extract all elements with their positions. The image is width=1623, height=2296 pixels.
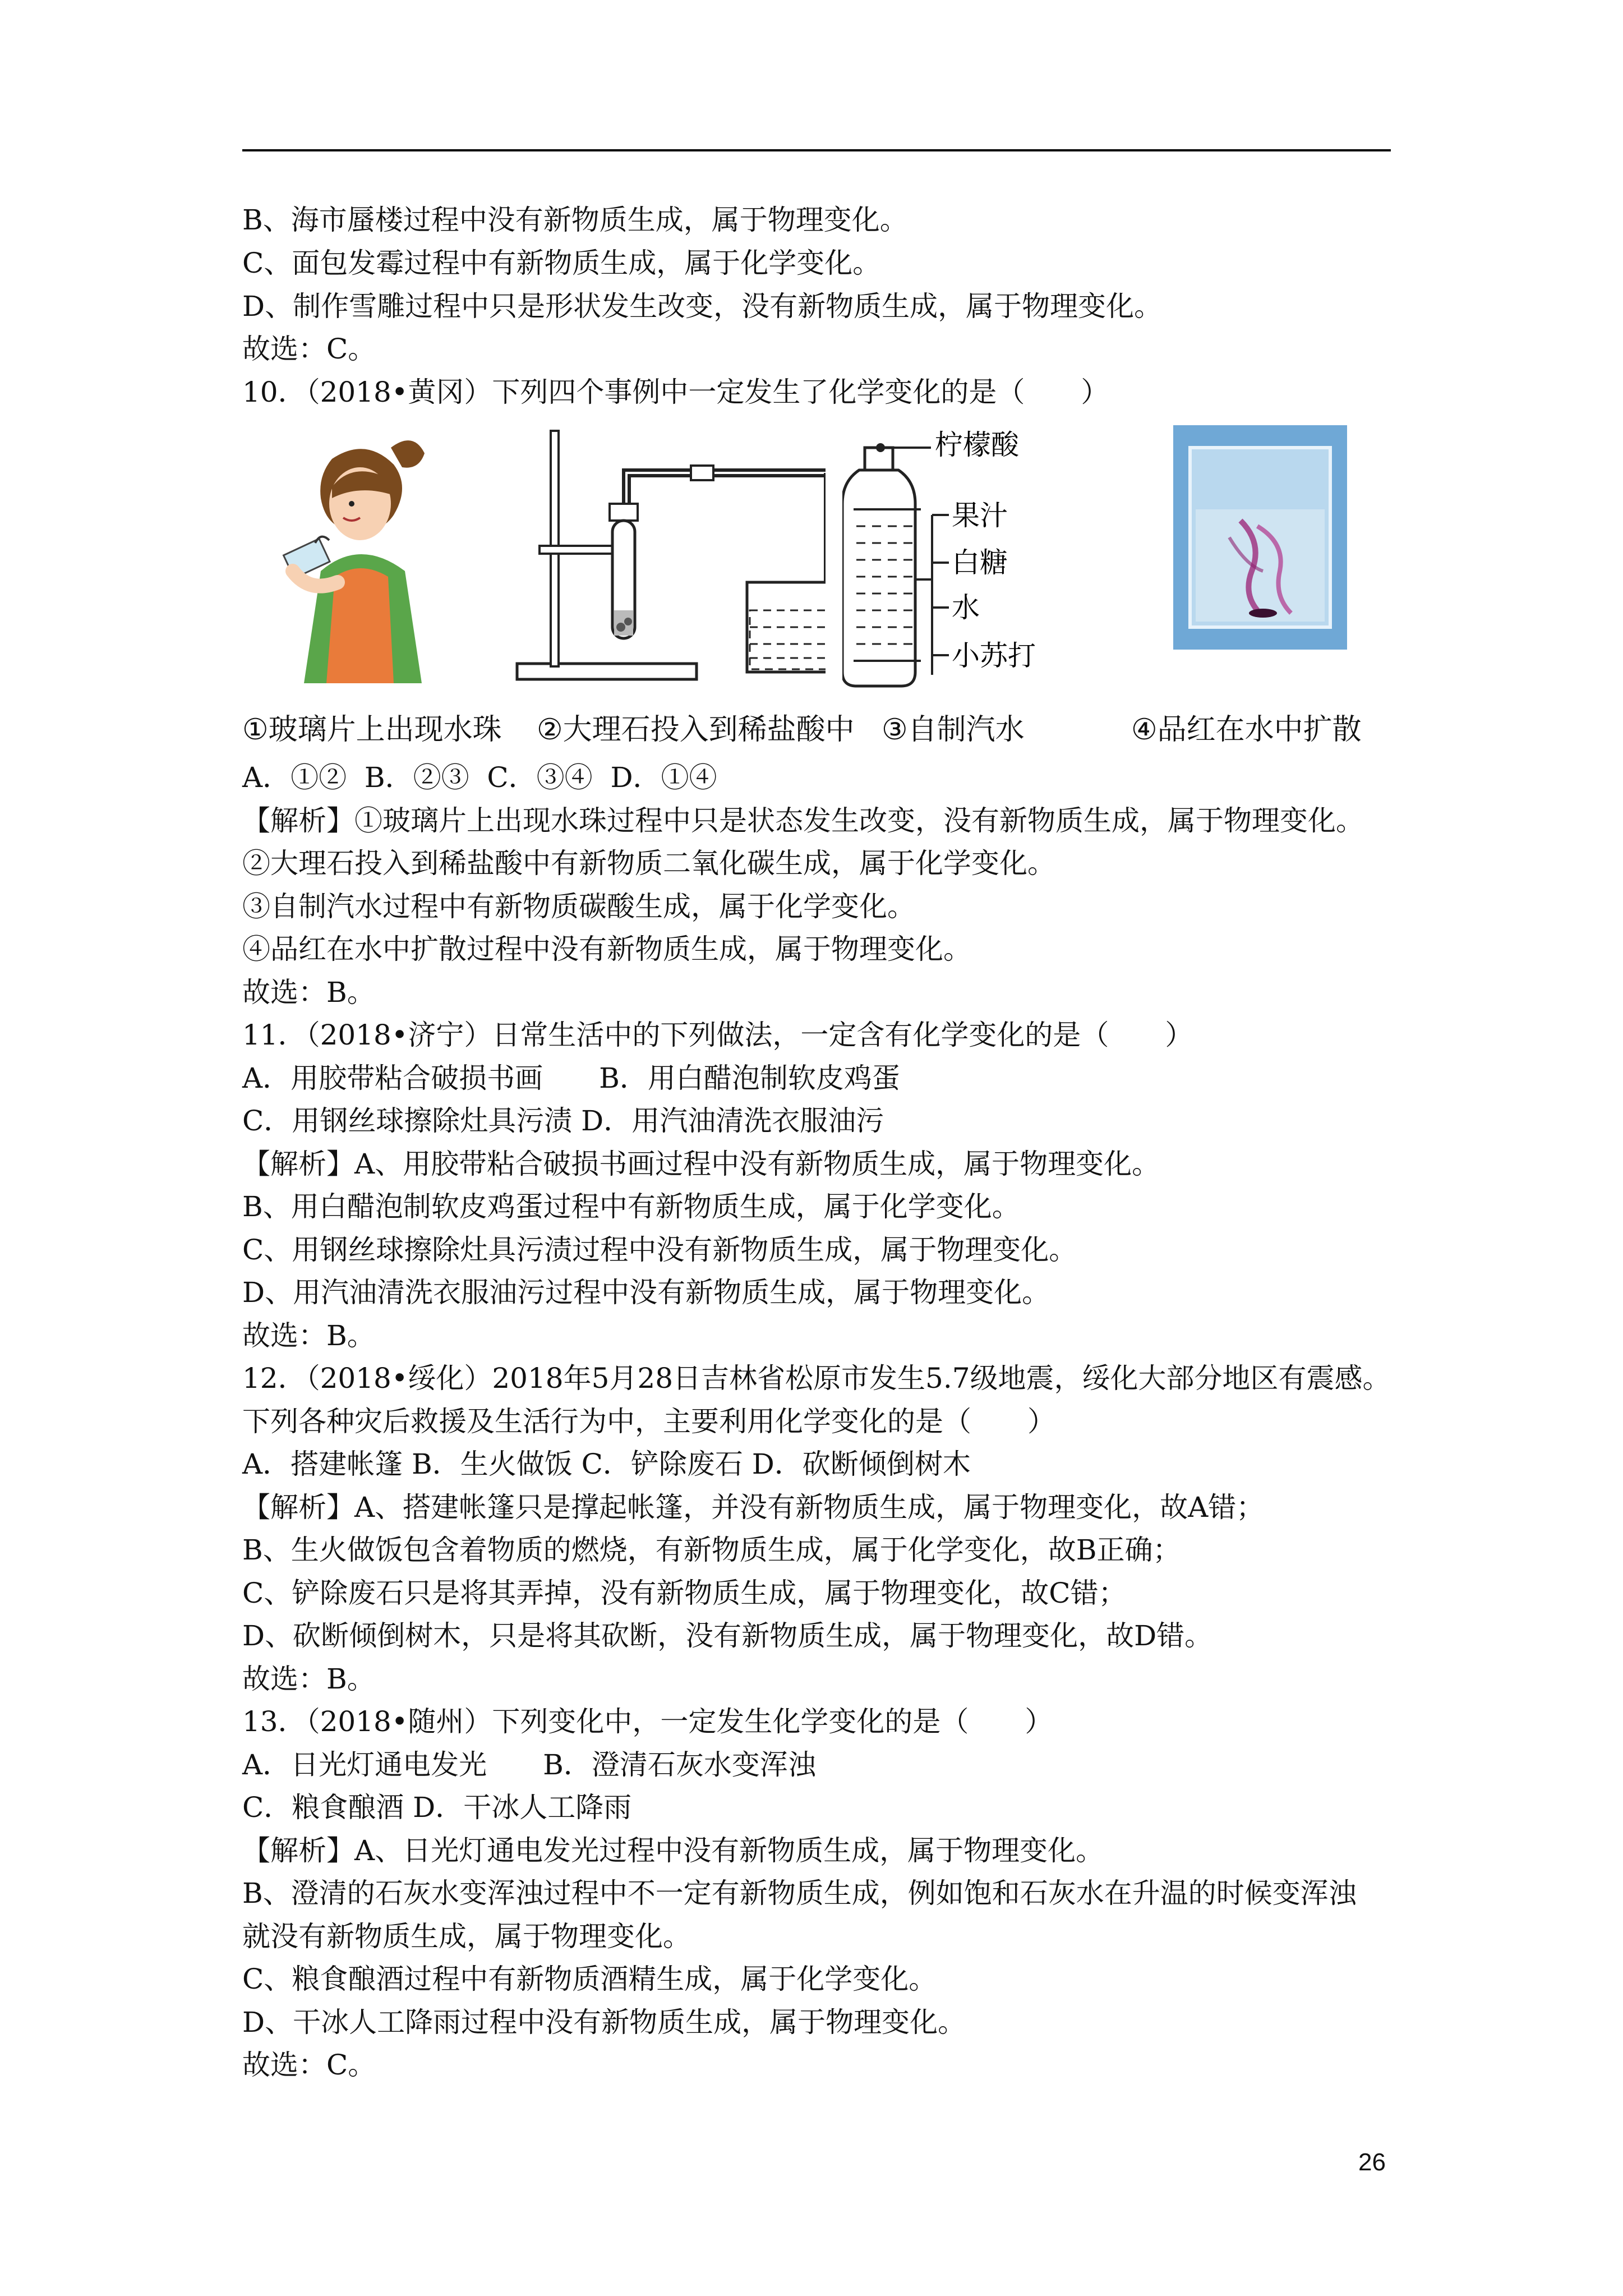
text-line: 故选：C。 [242, 2049, 376, 2081]
text-line: ④品红在水中扩散过程中没有新物质生成，属于物理变化。 [242, 933, 971, 965]
dye-diffusion-figure [1173, 425, 1347, 650]
label-citric-acid: 柠檬酸 [935, 429, 1019, 461]
question-11: 11．（2018•济宁）日常生活中的下列做法，一定含有化学变化的是（ ） [242, 1019, 1193, 1051]
text-line: 故选：B。 [242, 1319, 375, 1352]
text-line: 故选：B。 [242, 1663, 375, 1695]
text-line: B、澄清的石灰水变浑浊过程中不一定有新物质生成，例如饱和石灰水在升温的时候变浑浊 [242, 1877, 1357, 1910]
homemade-soda-figure [842, 425, 1112, 694]
text-line: D、制作雪雕过程中只是形状发生改变，没有新物质生成，属于物理变化。 [242, 290, 1163, 323]
question-12: 12．（2018•绥化）2018年5月28日吉林省松原市发生5.7级地震，绥化大部分地区有震感。 [242, 1362, 1391, 1395]
label-baking-soda: 小苏打 [952, 639, 1036, 672]
text-line: B、生火做饭包含着物质的燃烧，有新物质生成，属于化学变化，故B正确； [242, 1534, 1181, 1566]
text-line: ②大理石投入到稀盐酸中有新物质二氧化碳生成，属于化学变化。 [242, 847, 1055, 880]
text-line: C、粮食酿酒过程中有新物质酒精生成，属于化学变化。 [242, 1963, 937, 1995]
text-line: C、铲除废石只是将其弄掉，没有新物质生成，属于物理变化，故C错； [242, 1577, 1127, 1609]
text-line: A．①② B．②③ C．③④ D．①④ [242, 761, 717, 794]
text-line: 【解析】A、搭建帐篷只是撑起帐篷，并没有新物质生成，属于物理变化，故A错； [242, 1491, 1265, 1524]
text-line: 【解析】A、日光灯通电发光过程中没有新物质生成，属于物理变化。 [242, 1834, 1104, 1867]
text-line: 故选：C。 [242, 333, 376, 365]
text-line: D、干冰人工降雨过程中没有新物质生成，属于物理变化。 [242, 2006, 966, 2039]
girl-glass-figure [253, 425, 439, 694]
text-line: 就没有新物质生成，属于物理变化。 [242, 1920, 691, 1953]
text-line: D、砍断倾倒树木，只是将其砍断，没有新物质生成，属于物理变化，故D错。 [242, 1619, 1213, 1652]
text-line: C．用钢丝球擦除灶具污渍 D．用汽油清洗衣服油污 [242, 1105, 884, 1137]
text-line: 下列各种灾后救援及生活行为中，主要利用化学变化的是（ ） [242, 1405, 1055, 1438]
question-13: 13．（2018•随州）下列变化中，一定发生化学变化的是（ ） [242, 1705, 1053, 1738]
text-line: D、用汽油清洗衣服油污过程中没有新物质生成，属于物理变化。 [242, 1276, 1050, 1309]
text-line: 故选：B。 [242, 976, 375, 1009]
header-rule [242, 149, 1391, 151]
caption-2: ②大理石投入到稀盐酸中 [537, 713, 855, 747]
page-number: 26 [1358, 2148, 1386, 2176]
label-sugar: 白糖 [952, 546, 1008, 579]
figure-row [242, 425, 1454, 745]
text-line: ③自制汽水过程中有新物质碳酸生成，属于化学变化。 [242, 890, 915, 923]
text-line: 【解析】①玻璃片上出现水珠过程中只是状态发生改变，没有新物质生成，属于物理变化。 [242, 804, 1364, 837]
text-line: C、用钢丝球擦除灶具污渍过程中没有新物质生成，属于物理变化。 [242, 1234, 1077, 1266]
text-line: 【解析】A、用胶带粘合破损书画过程中没有新物质生成，属于物理变化。 [242, 1148, 1160, 1180]
text-line: C、面包发霉过程中有新物质生成，属于化学变化。 [242, 247, 881, 279]
label-juice: 果汁 [952, 499, 1008, 532]
text-line: A．搭建帐篷 B．生火做饭 C．铲除废石 D．砍断倾倒树木 [242, 1448, 971, 1480]
text-line: C．粮食酿酒 D．干冰人工降雨 [242, 1791, 632, 1824]
question-10: 10．（2018•黄冈）下列四个事例中一定发生了化学变化的是（ ） [242, 376, 1109, 408]
caption-4: ④品红在水中扩散 [1131, 713, 1362, 747]
caption-3: ③自制汽水 [882, 713, 1025, 747]
text-line: B、用白醋泡制软皮鸡蛋过程中有新物质生成，属于化学变化。 [242, 1190, 1020, 1223]
text-line: B、海市蜃楼过程中没有新物质生成，属于物理变化。 [242, 204, 908, 236]
marble-acid-figure [511, 425, 826, 694]
text-line: A．日光灯通电发光 B．澄清石灰水变浑浊 [242, 1749, 816, 1781]
text-line: A．用胶带粘合破损书画 B．用白醋泡制软皮鸡蛋 [242, 1062, 900, 1094]
caption-1: ①玻璃片上出现水珠 [242, 713, 502, 747]
label-water: 水 [952, 591, 980, 624]
